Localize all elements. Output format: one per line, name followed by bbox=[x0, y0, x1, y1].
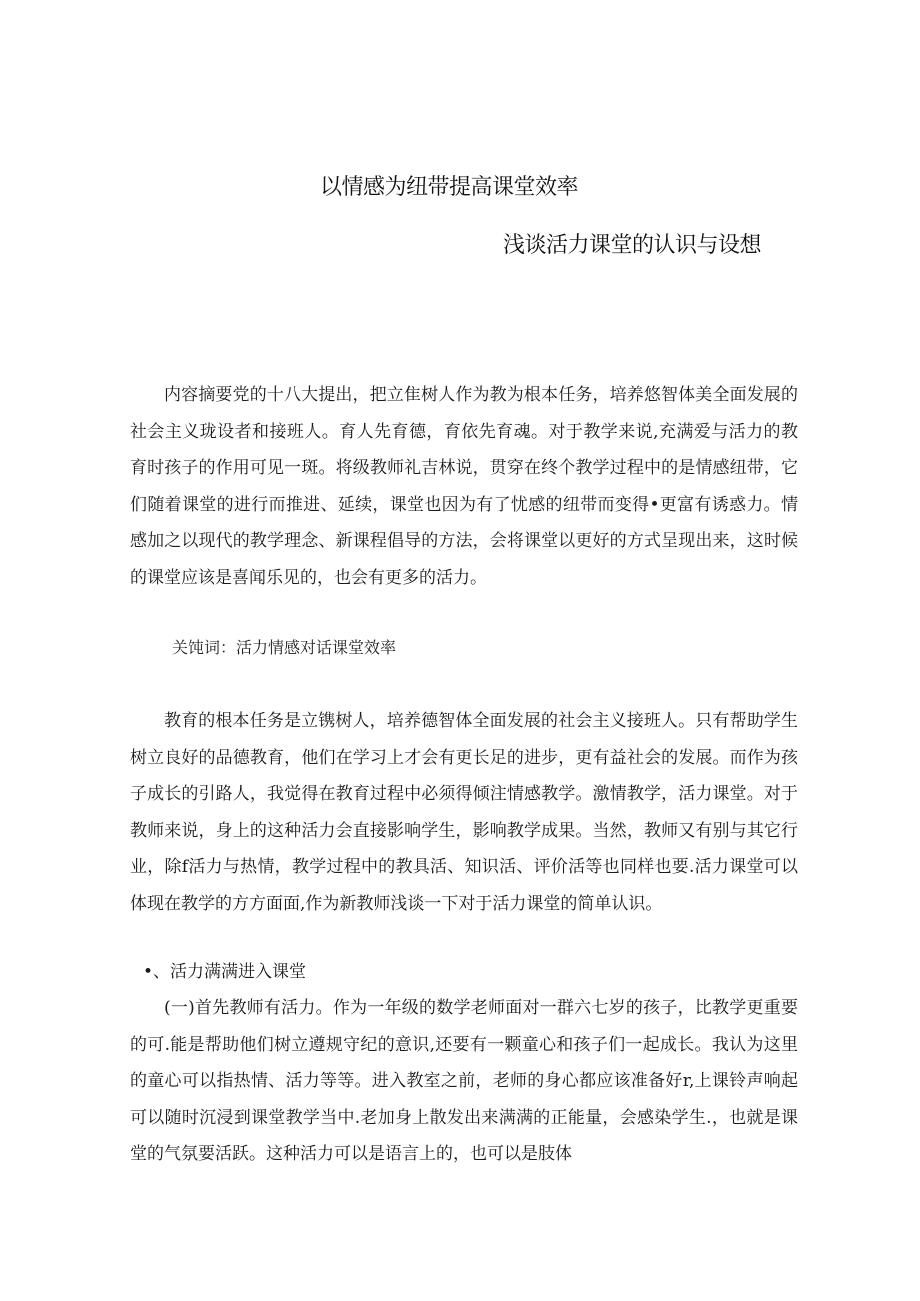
section-paragraph: (一)首先教师有活力。作为一年级的数学老师面对一群六七岁的孩子，比教学更重要的可.能是帮助他们树立遵规守纪的意识,还要有一颗童心和孩子们一起成长。我认为这里的童心可以指热情、活力等等。进入教室之前，老师的身心都应该准备好r,上课铃声响起可以随时沉浸到课堂教学当中.老加身上散发出来满满的正能量，会感染学生.，也就是课堂的气氛要活跃。这种活力可以是语言上的，也可以是肢体 bbox=[130, 998, 798, 1165]
keywords-line: 关饨词：活力情感对话课堂效率 bbox=[172, 638, 397, 657]
abstract-paragraph: 内容摘要党的十八大提出，把立隹树人作为教为根本任务，培养悠智体美全面发展的社会主义珑设者和接班人。育人先育德，育依先育魂。对于教学来说,充满爱与活力的教育时孩子的作用可见一斑。将级教师礼吉林说，贯穿在终个教学过程中的是情感纽带，它们随着课堂的进行而推进、延续，课堂也因为有了忧感的纽带而变得•更富有诱惑力。情感加之以现代的教学理念、新课程倡导的方法，会将课堂以更好的方式呈现出来，这时候的课堂应该是喜闻乐见的，也会有更多的活力。 bbox=[130, 385, 798, 588]
document-subtitle: 浅谈活力课堂的认识与设想 bbox=[503, 233, 762, 258]
document-title: 以情感为纽带提高课堂效率 bbox=[320, 175, 579, 200]
section-heading: •、活力满满进入课堂 bbox=[143, 962, 307, 982]
intro-paragraph: 教育的根本任务是立镌树人，培养德智体全面发展的社会主义接班人。只有帮助学生树立良好的品德教育，他们在学习上才会有更长足的进步，更有益社会的发展。而作为孩子成长的引路人，我觉得在教育过程中必须得倾注情感教学。激情教学，活力课堂。对于教师来说，身上的这种活力会直接影响学生，影响教学成果。当然，教师又有别与其它行业，除f活力与热情，教学过程中的教具活、知识活、评价活等也同样也要.活力课堂可以体现在教学的方方面面,作为新教师浅谈一下对于活力课堂的简单认识。 bbox=[130, 711, 798, 914]
